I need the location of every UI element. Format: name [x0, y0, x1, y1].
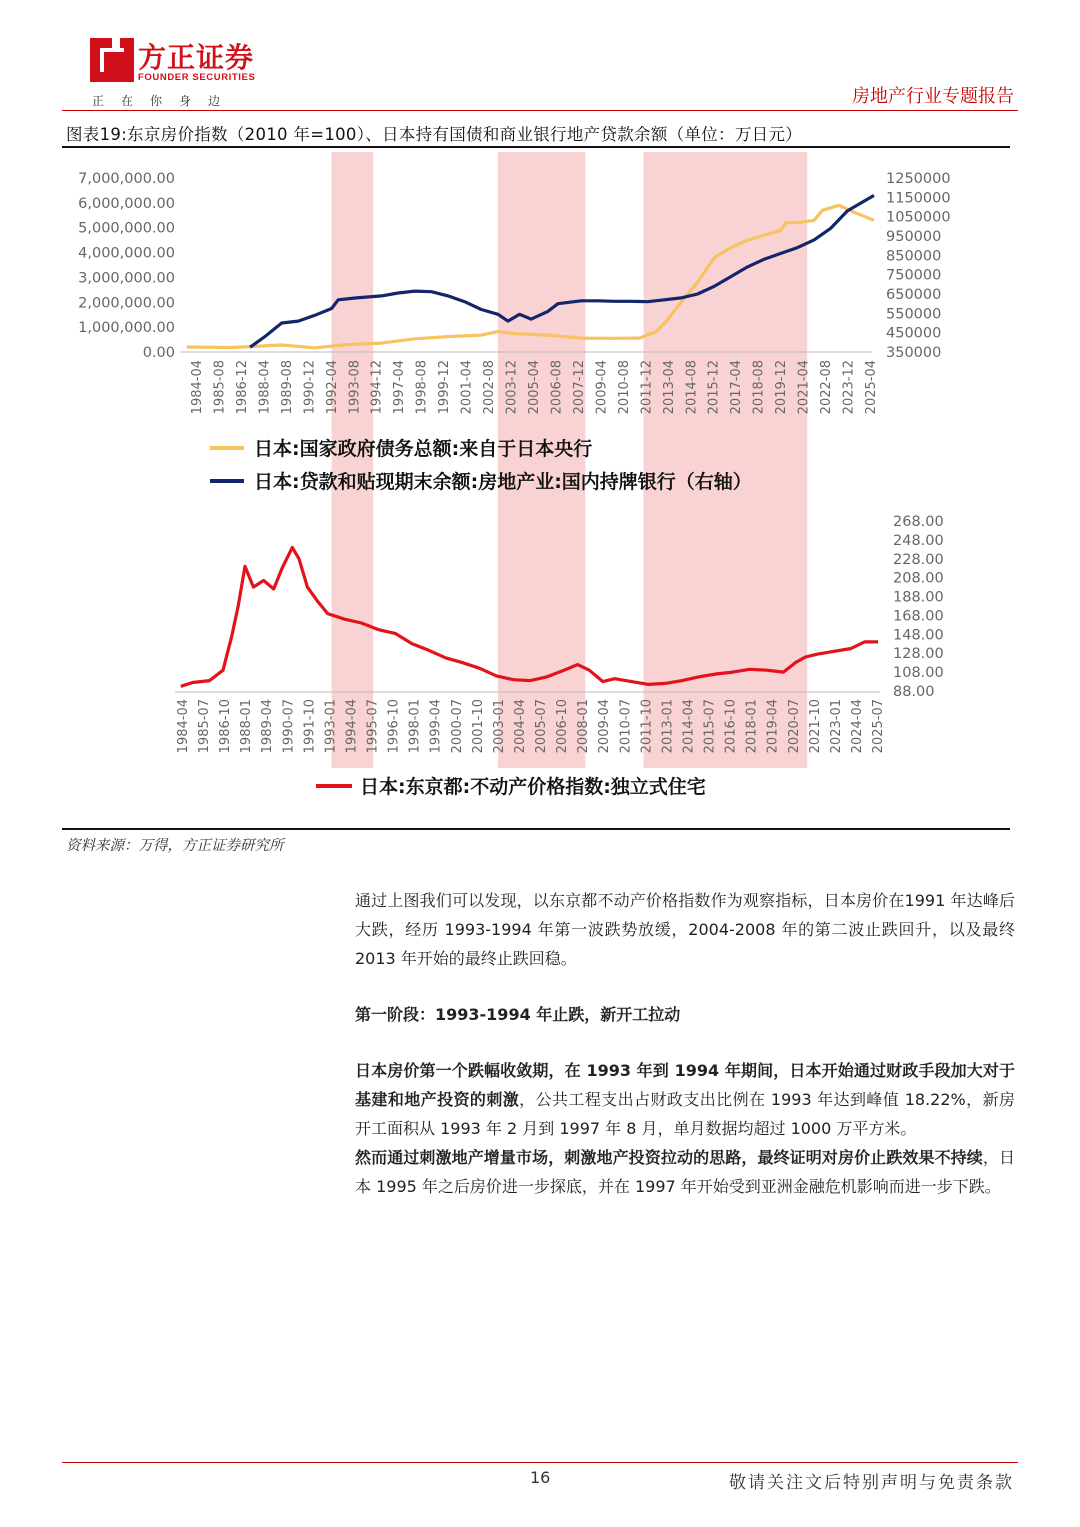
chart1-right-tick: 750000: [886, 267, 942, 284]
chart2-x-tick: 2009-04: [597, 699, 613, 754]
chart1-x-tick: 2003-12: [504, 360, 520, 415]
chart1-right-tick: 850000: [886, 248, 942, 265]
chart1-x-tick: 1988-04: [257, 360, 273, 415]
chart2-x-tick: 1998-01: [407, 699, 423, 754]
footer-disclaimer: 敬请关注文后特别声明与免责条款: [729, 1473, 1014, 1493]
chart2-x-tick: 2024-04: [849, 699, 865, 754]
chart2-x-tick: 2020-07: [786, 699, 802, 754]
brand-name-en: FOUNDER SECURITIES: [138, 72, 256, 83]
chart1-right-tick: 650000: [886, 287, 942, 303]
chart1-right-tick: 450000: [886, 325, 942, 342]
legend-label-gov-debt: 日本:国家政府债务总额:来自于日本央行: [254, 438, 593, 460]
chart2-x-tick: 2010-07: [618, 699, 634, 754]
report-type: 房地产行业专题报告: [852, 86, 1014, 107]
chart1-x-tick: 2009-04: [594, 360, 610, 415]
figure-title: 图表19:东京房价指数（2010 年=100）、日本持有国债和商业银行地产贷款余额（单位：万日元）: [66, 125, 803, 144]
chart2-right-tick: 128.00: [893, 646, 944, 663]
legend-label-re-loans: 日本:贷款和贴现期末余额:房地产业:国内持牌银行（右轴）: [254, 471, 752, 493]
chart1-x-tick: 1984-04: [190, 360, 205, 415]
brand-name-cn: 方正证券: [138, 41, 255, 74]
chart1-right-tick: 1150000: [886, 190, 951, 207]
chart2-x-tick: 1995-07: [365, 699, 381, 754]
chart1-right-tick: 550000: [886, 306, 942, 323]
chart2-right-tick: 168.00: [893, 608, 944, 625]
chart2-x-tick: 2013-01: [660, 699, 676, 754]
chart1-x-tick: 2018-08: [751, 360, 767, 415]
chart1-x-tick: 1985-08: [212, 360, 228, 415]
chart1-x-tick: 2015-12: [706, 360, 722, 415]
chart1-x-tick: 2011-12: [639, 360, 655, 415]
chart2-x-tick: 2023-01: [828, 699, 844, 754]
chart2-x-tick: 1996-10: [386, 699, 402, 754]
chart2-x-tick: 2025-07: [871, 699, 886, 754]
chart1-x-tick: 1986-12: [234, 360, 250, 415]
body-paragraph-3-rest: ，日本 1995 年之后房价进一步探底，并在 1997 年开始受到亚洲金融危机影响而进一步下跌。: [355, 1148, 1015, 1196]
chart1-x-tick: 1989-08: [279, 360, 295, 415]
chart1-right-tick: 1250000: [886, 171, 951, 187]
shaded-period-0: [332, 152, 374, 768]
chart2-x-tick: 1991-10: [302, 699, 318, 754]
chart2-right-tick: 268.00: [893, 514, 944, 530]
source-rule: [62, 828, 1010, 830]
body-paragraph-3-bold: 然而通过刺激地产增量市场，刺激地产投资拉动的思路，最终证明对房价止跌效果不持续: [355, 1148, 983, 1167]
chart2-x-tick: 1985-07: [197, 699, 213, 754]
chart1-left-tick: 3,000,000.00: [78, 270, 175, 287]
chart1-x-tick: 2001-04: [459, 359, 475, 415]
chart1-left-tick: 4,000,000.00: [78, 245, 175, 262]
chart1-x-tick: 1999-12: [437, 360, 453, 415]
body-paragraph-2-bold: 日本房价第一个跌幅收敛期，在 1993 年到 1994 年期间，日本开始通过财政手段加大对于基建和地产投资的刺激: [355, 1061, 1015, 1109]
chart2-x-tick: 2014-04: [681, 699, 697, 754]
chart2-right-tick: 208.00: [893, 570, 944, 587]
chart1-x-tick: 2007-12: [571, 360, 587, 415]
chart1-x-tick: 1997-04: [392, 360, 408, 415]
chart1-x-tick: 2017-04: [729, 360, 745, 415]
chart2-x-tick: 2005-07: [534, 699, 550, 754]
chart1-x-tick: 1990-12: [302, 360, 318, 415]
chart1-left-tick: 7,000,000.00: [78, 171, 175, 187]
chart1-x-tick: 2022-08: [819, 360, 835, 415]
chart2-x-tick: 2018-01: [744, 699, 760, 754]
shaded-period-2: [644, 152, 808, 768]
chart2-right-tick: 188.00: [893, 589, 944, 606]
chart1-x-tick: 2021-04: [796, 360, 812, 415]
brand-slogan: 正在你身边: [92, 94, 238, 108]
chart1-x-tick: 2014-08: [684, 360, 700, 415]
chart2-x-tick: 2000-07: [449, 699, 465, 754]
chart1-left-axis: [78, 171, 175, 361]
chart2-x-tick: 2004-04: [512, 699, 528, 754]
chart2-x-tick: 1999-04: [428, 699, 444, 754]
chart1-x-tick: 2025-04: [864, 360, 879, 415]
chart1-x-tick: 2013-04: [661, 360, 677, 415]
chart1-left-tick: 5,000,000.00: [78, 220, 175, 237]
chart2-right-tick: 248.00: [893, 532, 944, 549]
chart2-x-tick: 1984-04: [176, 699, 191, 754]
chart1-right-axis: [886, 171, 951, 361]
chart2-x-tick: 1994-04: [344, 699, 360, 754]
chart2-x-tick: 2015-07: [702, 699, 718, 754]
chart2-x-tick: 2006-10: [555, 699, 571, 754]
chart1-x-tick: 2002-08: [482, 359, 498, 415]
chart1-right-tick: 350000: [886, 345, 942, 361]
chart2-x-tick: 2011-10: [639, 699, 655, 754]
body-paragraph-1: 通过上图我们可以发现，以东京都不动产价格指数作为观察指标，日本房价在1991 年达峰后大跌，经历 1993-1994 年第一波跌势放缓，2004-2008 年的第二波止跌回升，以及最终 2013 年开始的最终止跌回稳。: [355, 891, 1015, 968]
chart1-left-tick: 1,000,000.00: [78, 320, 175, 337]
chart1-left-tick: 0.00: [142, 345, 175, 361]
chart1-x-tick: 1993-08: [347, 360, 363, 415]
chart1-left-tick: 2,000,000.00: [78, 295, 175, 312]
chart1-x-tick: 2005-04: [527, 360, 542, 415]
footer-divider: [62, 1462, 1018, 1463]
chart2-x-tick: 1986-10: [218, 699, 234, 754]
chart1-right-tick: 1050000: [886, 209, 951, 226]
chart1-x-tick: 2019-12: [774, 360, 790, 415]
chart2-x-tick: 2008-01: [576, 699, 592, 754]
chart2-x-tick: 1990-07: [281, 699, 297, 754]
chart1-x-tick: 2010-08: [616, 360, 632, 415]
section-heading: 第一阶段：1993-1994 年止跌，新开工拉动: [355, 1005, 681, 1024]
chart2-x-tick: 2001-10: [470, 699, 486, 754]
chart2-right-axis: [893, 514, 944, 700]
body-paragraph-2: [355, 1056, 1015, 1201]
chart2-right-tick: 148.00: [893, 627, 944, 644]
chart1-x-tick: 1994-12: [369, 360, 385, 415]
chart2-x-tick: 2016-10: [723, 699, 739, 754]
chart2-right-tick: 228.00: [893, 551, 944, 568]
chart1-left-tick: 6,000,000.00: [78, 195, 175, 212]
figure-source: 资料来源：万得，方正证券研究所: [66, 838, 284, 854]
chart2-x-tick: 1988-01: [239, 699, 255, 754]
chart1-x-axis: [190, 360, 879, 414]
chart2-x-tick: 1993-01: [323, 699, 339, 754]
chart2-x-tick: 2003-01: [491, 699, 507, 754]
chart2-x-tick: 1989-04: [260, 699, 276, 754]
shaded-period-1: [498, 152, 585, 768]
chart2-x-tick: 2019-04: [765, 699, 781, 754]
chart1-x-tick: 1992-04: [324, 360, 340, 415]
chart2-right-tick: 108.00: [893, 665, 944, 682]
chart2-right-tick: 88.00: [893, 684, 935, 700]
chart1-right-tick: 950000: [886, 229, 942, 245]
chart2-x-tick: 2021-10: [807, 699, 823, 754]
chart1-x-tick: 2006-08: [549, 360, 565, 415]
chart1-x-tick: 2023-12: [841, 360, 857, 415]
page-number: 16: [530, 1468, 551, 1487]
body-paragraph-2-rest: ，公共工程支出占财政支出比例在 1993 年达到峰值 18.22%，新房开工面积从 1993 年 2 月到 1997 年 8 月，单月数据均超过 1000 万平方米。: [355, 1090, 1015, 1138]
chart1-x-tick: 1998-08: [414, 360, 430, 415]
legend-label-tokyo-index: 日本:东京都:不动产价格指数:独立式住宅: [360, 776, 706, 798]
